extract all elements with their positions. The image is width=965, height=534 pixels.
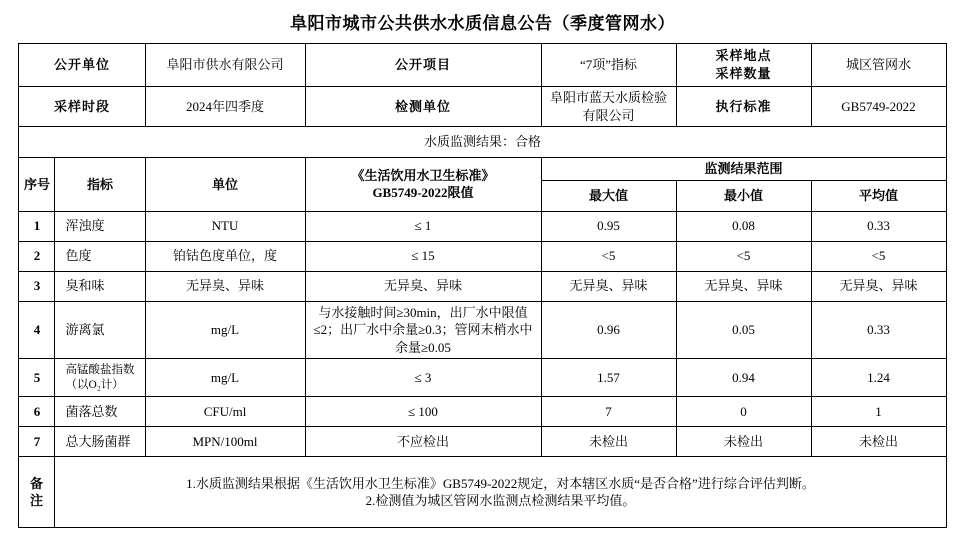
row-avg: 无异臭、异味 bbox=[811, 271, 946, 301]
row-avg: 1 bbox=[811, 397, 946, 427]
row-unit: 铂钴色度单位，度 bbox=[145, 241, 305, 271]
water-quality-table bbox=[18, 43, 946, 528]
row-unit: MPN/100ml bbox=[145, 427, 305, 457]
row-avg: <5 bbox=[811, 241, 946, 271]
row-avg: 0.33 bbox=[811, 301, 946, 359]
row-min: 无异臭、异味 bbox=[676, 271, 811, 301]
header-limit-line1: 《生活饮用水卫生标准》 bbox=[351, 167, 495, 183]
notes-line-1: 1.水质监测结果根据《生活饮用水卫生标准》GB5749-2022规定，对本辖区水质“是否合格”进行综合评估判断。 bbox=[186, 475, 815, 491]
header-avg: 平均值 bbox=[811, 180, 946, 211]
row-max: 未检出 bbox=[541, 427, 676, 457]
project-value: “7项”指标 bbox=[541, 44, 676, 87]
row-min: 0.08 bbox=[676, 211, 811, 241]
standard-label: 执行标准 bbox=[676, 87, 811, 127]
tester-value: 阜阳市蓝天水质检验有限公司 bbox=[541, 87, 676, 127]
row-unit: mg/L bbox=[145, 359, 305, 397]
header-max: 最大值 bbox=[541, 180, 676, 211]
row-max: 0.95 bbox=[541, 211, 676, 241]
row-min: 0 bbox=[676, 397, 811, 427]
row-limit: ≤ 100 bbox=[305, 397, 541, 427]
notes-label: 备注 bbox=[19, 457, 55, 528]
info-row-2 bbox=[19, 87, 946, 127]
row-limit: ≤ 15 bbox=[305, 241, 541, 271]
header-min: 最小值 bbox=[676, 180, 811, 211]
row-max: 7 bbox=[541, 397, 676, 427]
sample-site-value: 城区管网水 bbox=[811, 44, 946, 87]
row-index: 5 bbox=[19, 359, 55, 397]
row-avg: 1.24 bbox=[811, 359, 946, 397]
row-unit: NTU bbox=[145, 211, 305, 241]
row-avg: 0.33 bbox=[811, 211, 946, 241]
row-limit: ≤ 3 bbox=[305, 359, 541, 397]
row-limit: 无异臭、异味 bbox=[305, 271, 541, 301]
header-limit bbox=[305, 158, 541, 212]
row-indicator: 总大肠菌群 bbox=[55, 427, 145, 457]
row-index: 3 bbox=[19, 271, 55, 301]
table-row bbox=[19, 301, 946, 359]
result-banner-row bbox=[19, 127, 946, 158]
table-header-row-1 bbox=[19, 158, 946, 181]
notes-row bbox=[19, 457, 946, 528]
row-max: 0.96 bbox=[541, 301, 676, 359]
info-row-1 bbox=[19, 44, 946, 87]
row-index: 1 bbox=[19, 211, 55, 241]
row-max: 无异臭、异味 bbox=[541, 271, 676, 301]
table-row bbox=[19, 211, 946, 241]
row-indicator: 浑浊度 bbox=[55, 211, 145, 241]
row-index: 2 bbox=[19, 241, 55, 271]
row-indicator: 菌落总数 bbox=[55, 397, 145, 427]
table-row bbox=[19, 241, 946, 271]
row-indicator: 色度 bbox=[55, 241, 145, 271]
table-row bbox=[19, 397, 946, 427]
sample-site-label bbox=[676, 44, 811, 87]
row-indicator: 游离氯 bbox=[55, 301, 145, 359]
table-row bbox=[19, 359, 946, 397]
row-index: 4 bbox=[19, 301, 55, 359]
row-max: 1.57 bbox=[541, 359, 676, 397]
row-min: 未检出 bbox=[676, 427, 811, 457]
table-row bbox=[19, 427, 946, 457]
row-limit: 与水接触时间≥30min，出厂水中限值≤2；出厂水中余量≥0.3；管网末梢水中余量≥0.05 bbox=[305, 301, 541, 359]
period-value: 2024年四季度 bbox=[145, 87, 305, 127]
header-indicator: 指标 bbox=[55, 158, 145, 212]
header-limit-line2: GB5749-2022限值 bbox=[372, 185, 474, 201]
row-unit: 无异臭、异味 bbox=[145, 271, 305, 301]
row-unit: mg/L bbox=[145, 301, 305, 359]
sample-site-label-line2: 采样数量 bbox=[715, 66, 772, 81]
row-indicator: 臭和味 bbox=[55, 271, 145, 301]
publisher-label: 公开单位 bbox=[19, 44, 145, 87]
header-range-group: 监测结果范围 bbox=[541, 158, 946, 181]
row-limit: ≤ 1 bbox=[305, 211, 541, 241]
row-unit: CFU/ml bbox=[145, 397, 305, 427]
row-index: 7 bbox=[19, 427, 55, 457]
row-max: <5 bbox=[541, 241, 676, 271]
page-title: 阜阳市城市公共供水水质信息公告（季度管网水） bbox=[290, 14, 675, 33]
standard-value: GB5749-2022 bbox=[811, 87, 946, 127]
notes-line-2: 2.检测值为城区管网水监测点检测结果平均值。 bbox=[365, 493, 636, 509]
row-min: 0.05 bbox=[676, 301, 811, 359]
period-label: 采样时段 bbox=[19, 87, 145, 127]
row-index: 6 bbox=[19, 397, 55, 427]
notes-content bbox=[55, 457, 946, 528]
row-avg: 未检出 bbox=[811, 427, 946, 457]
project-label: 公开项目 bbox=[305, 44, 541, 87]
sample-site-label-line1: 采样地点 bbox=[715, 48, 772, 64]
publisher-value: 阜阳市供水有限公司 bbox=[145, 44, 305, 87]
tester-label: 检测单位 bbox=[305, 87, 541, 127]
table-row bbox=[19, 271, 946, 301]
row-min: <5 bbox=[676, 241, 811, 271]
row-indicator: 高锰酸盐指数（以O₂计） bbox=[55, 359, 145, 397]
header-unit: 单位 bbox=[145, 158, 305, 212]
result-banner: 水质监测结果：合格 bbox=[19, 127, 946, 158]
row-limit: 不应检出 bbox=[305, 427, 541, 457]
header-index: 序号 bbox=[19, 158, 55, 212]
row-min: 0.94 bbox=[676, 359, 811, 397]
